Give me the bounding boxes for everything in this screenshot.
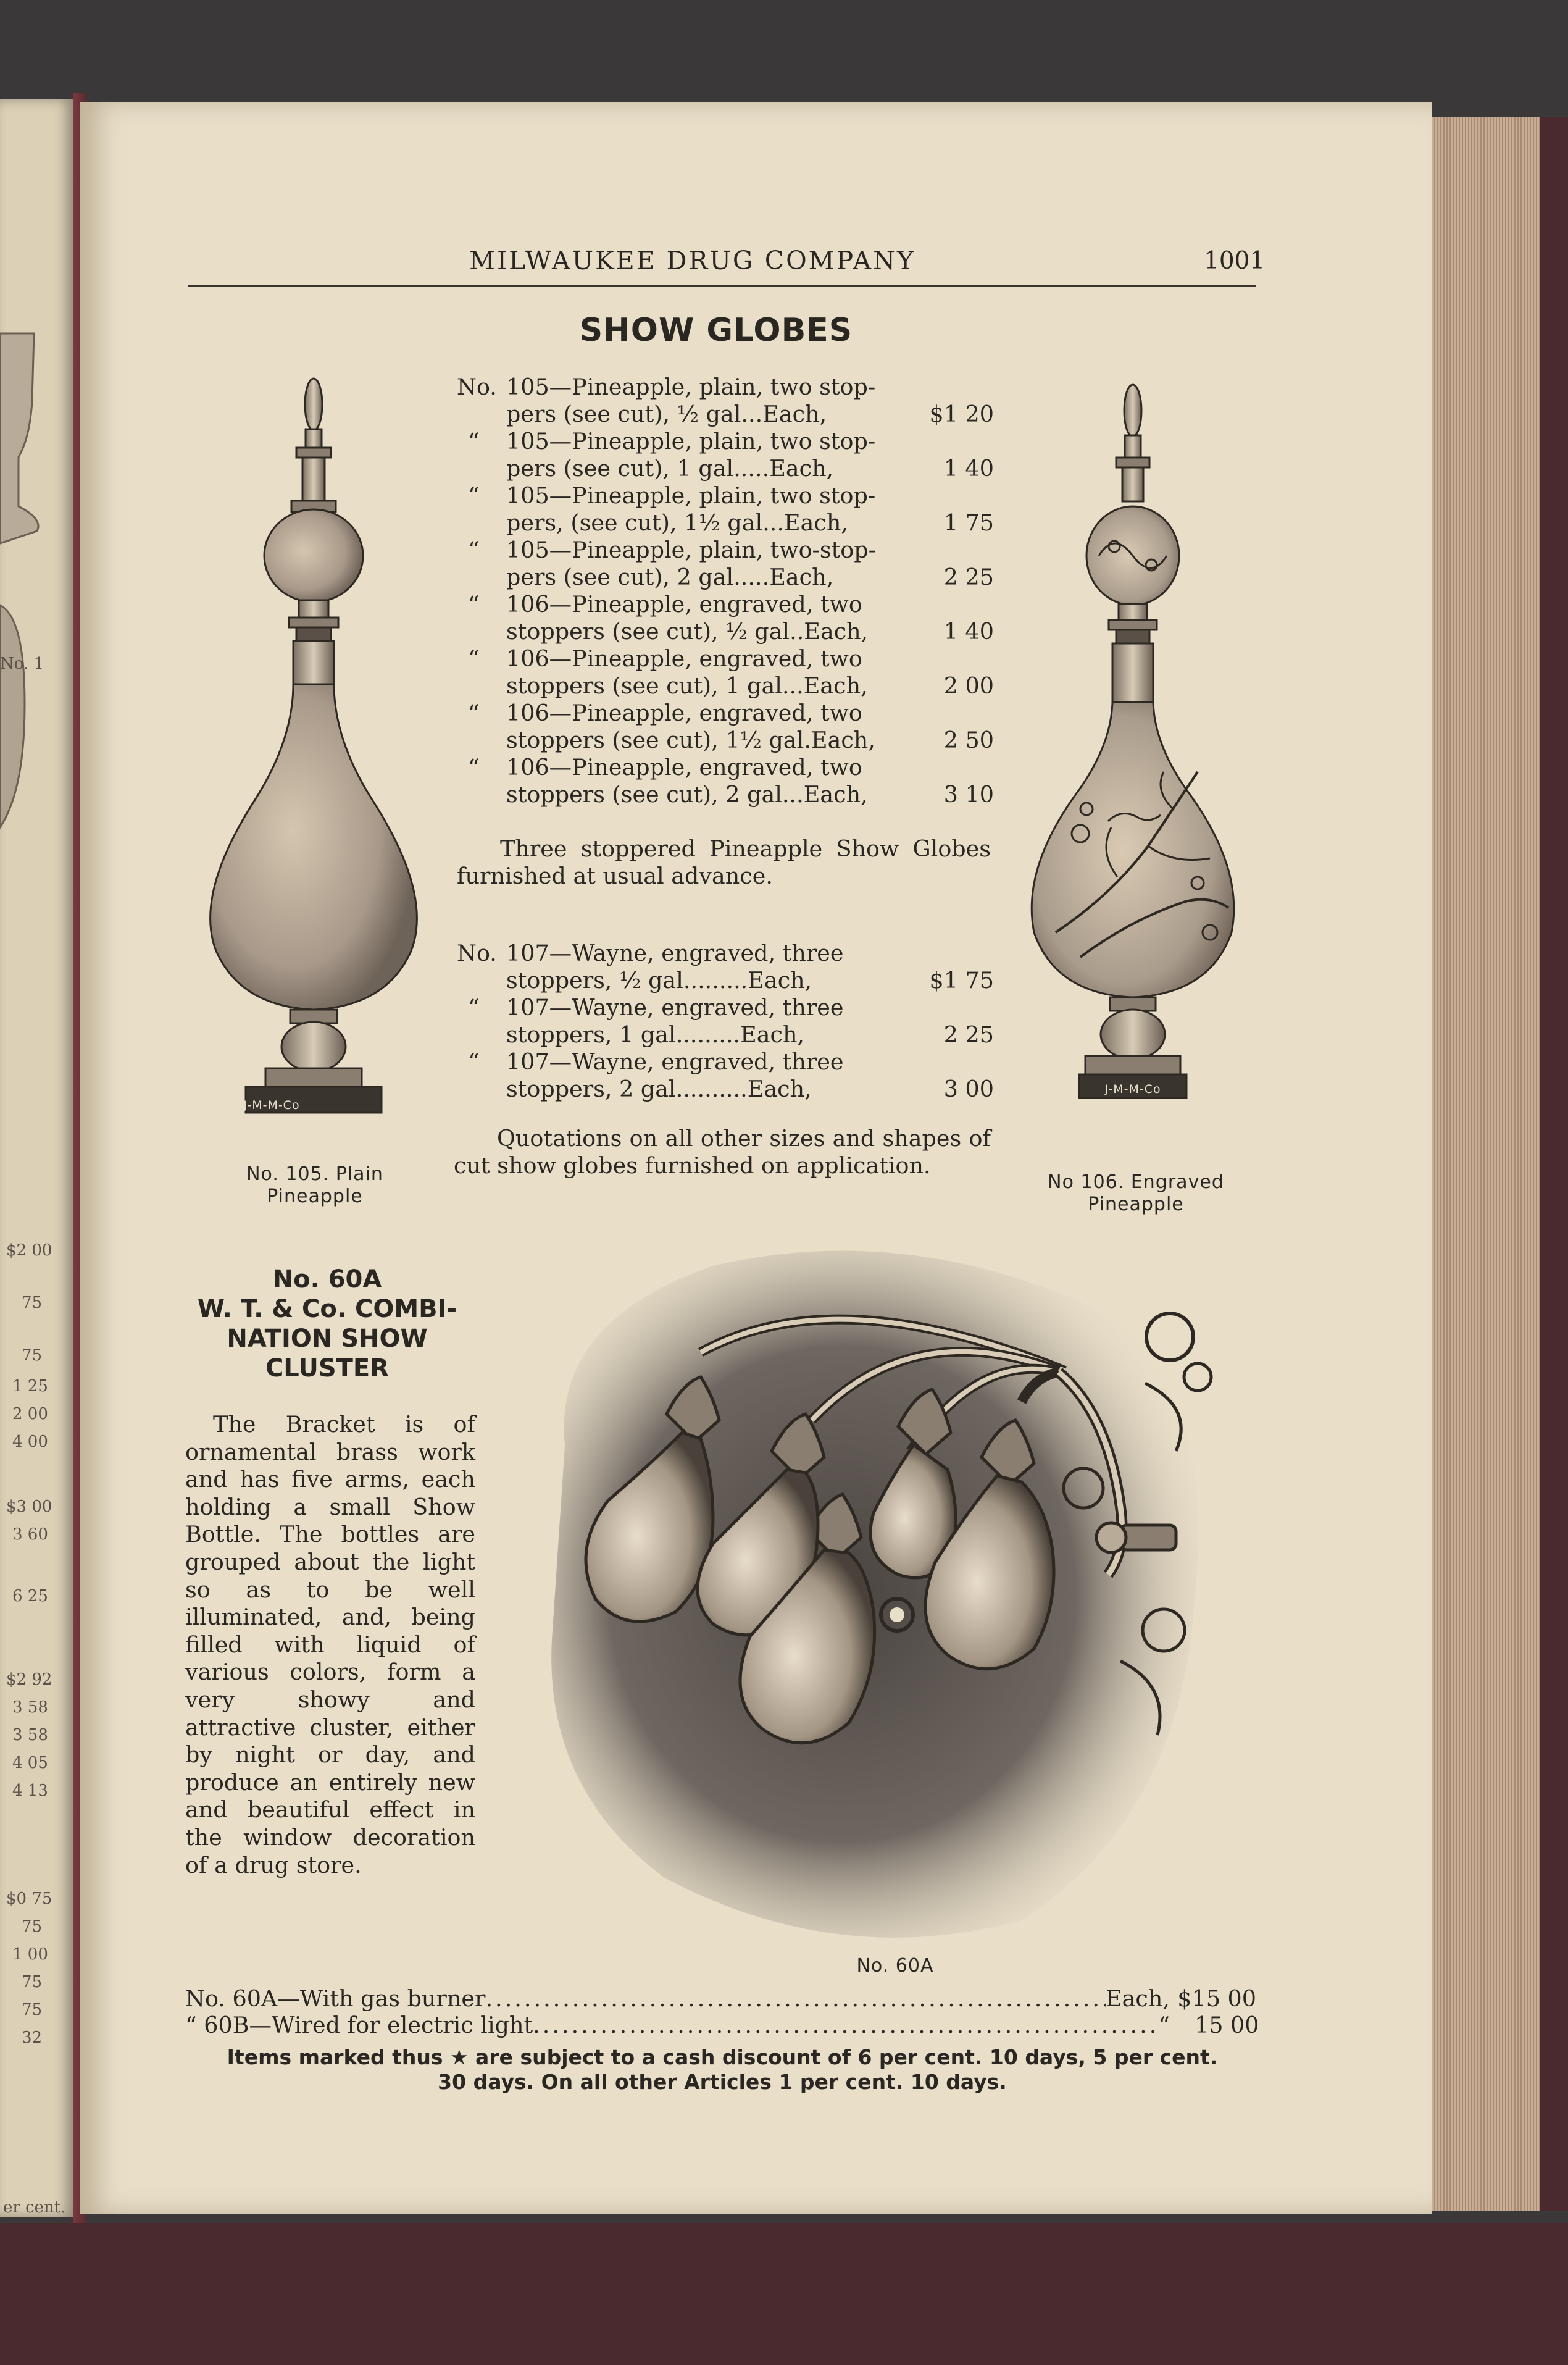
footnote-line: Items marked thus ★ are subject to a cash discount of 6 per cent. 10 days, 5 per cent. <box>227 2045 1218 2069</box>
row-price: 3 00 <box>943 1076 994 1102</box>
row-detail: pers (see cut), 2 gal.....Each, <box>506 564 834 590</box>
price-row <box>457 1049 994 1103</box>
prev-page-margin-text: 75 <box>22 1973 43 1991</box>
row-price: 1 40 <box>943 618 994 645</box>
prev-page-margin-text: 75 <box>22 1346 43 1365</box>
prev-page-margin-text: No. 1 <box>0 655 44 673</box>
price-row <box>457 591 994 645</box>
prev-page-margin-text: 1 25 <box>12 1377 48 1396</box>
prev-page-margin-text: $3 00 <box>6 1497 52 1516</box>
row-price: 2 00 <box>943 672 994 699</box>
leader-dots <box>485 1985 1106 2012</box>
price-list-107 <box>457 940 994 1103</box>
row-detail: pers, (see cut), 1½ gal...Each, <box>506 509 848 536</box>
row-price: $1 20 <box>929 401 994 427</box>
row-detail: stoppers (see cut), 2 gal...Each, <box>506 781 868 808</box>
row-description: 105—Pineapple, plain, two stop- <box>506 482 876 509</box>
row-prefix: “ <box>468 1049 480 1075</box>
row-prefix: “ <box>468 994 480 1021</box>
cluster-price-unit: Each, <box>1106 1985 1170 2012</box>
row-price: 2 25 <box>943 564 994 590</box>
price-row <box>457 645 994 700</box>
cluster-price-label: “ 60B—Wired for electric light <box>185 2012 533 2038</box>
prev-page-margin-text: er cent. <box>3 2198 66 2217</box>
price-row <box>457 700 994 754</box>
row-detail: pers (see cut), 1 gal.....Each, <box>506 455 834 482</box>
note-three-stoppered: Three stoppered Pineapple Show Globes furnished at usual advance. <box>457 835 991 889</box>
caption-plain-pineapple-line1: No. 105. Plain <box>246 1163 383 1185</box>
row-prefix: “ <box>468 645 480 672</box>
cluster-title-line: NATION SHOW <box>227 1325 428 1353</box>
cluster-title-line: W. T. & Co. COMBI- <box>197 1295 457 1323</box>
price-row <box>457 940 994 994</box>
row-description: 107—Wayne, engraved, three <box>506 1049 844 1075</box>
caption-engraved-pineapple-line2: Pineapple <box>1088 1194 1184 1215</box>
row-description: 107—Wayne, engraved, three <box>506 940 844 966</box>
caption-cluster: No. 60A <box>856 1955 934 1977</box>
note-quotations: Quotations on all other sizes and shapes of cut show globes furnished on application. <box>454 1125 991 1179</box>
row-description: 106—Pineapple, engraved, two <box>506 591 862 617</box>
prev-page-glass-illustration <box>0 309 73 864</box>
page-stack-edge <box>1432 117 1540 2211</box>
row-prefix: “ <box>468 537 480 563</box>
row-prefix: “ <box>468 754 480 781</box>
cluster-price-row <box>185 2012 1259 2038</box>
row-description: 106—Pineapple, engraved, two <box>506 645 862 672</box>
footnote-line: 30 days. On all other Articles 1 per cent. 10 days. <box>438 2070 1007 2094</box>
maker-stamp-left: J-M-M-Co <box>243 1099 300 1112</box>
row-prefix: No. <box>457 374 497 400</box>
row-price: 2 50 <box>943 727 994 753</box>
row-detail: stoppers, 1 gal.........Each, <box>506 1021 805 1048</box>
row-detail: pers (see cut), ½ gal...Each, <box>506 401 827 427</box>
book-cover-bottom <box>0 2223 1568 2365</box>
prev-page-margin-text: 75 <box>22 1917 43 1936</box>
row-price: 2 25 <box>943 1021 994 1048</box>
row-detail: stoppers (see cut), ½ gal..Each, <box>506 618 869 645</box>
row-detail: stoppers, ½ gal.........Each, <box>506 967 812 994</box>
cluster-title-line: CLUSTER <box>265 1354 390 1383</box>
row-description: 105—Pineapple, plain, two-stop- <box>506 537 876 563</box>
book-cover-edge <box>1540 117 1568 2211</box>
row-description: 106—Pineapple, engraved, two <box>506 700 862 726</box>
cluster-price-label: No. 60A—With gas burner <box>185 1985 486 2012</box>
prev-page-margin-text: 2 00 <box>12 1405 48 1423</box>
row-description: 105—Pineapple, plain, two stop- <box>506 374 876 400</box>
row-prefix: “ <box>468 700 480 726</box>
price-row <box>457 537 994 591</box>
cluster-title <box>185 1265 469 1383</box>
running-title: MILWAUKEE DRUG COMPANY <box>469 246 916 275</box>
row-prefix: “ <box>468 591 480 617</box>
prev-page-margin-text: 4 13 <box>12 1781 48 1800</box>
prev-page-margin-text: 4 00 <box>12 1433 48 1451</box>
price-row <box>457 482 994 537</box>
row-price: 1 40 <box>943 455 994 482</box>
page-number: 1001 <box>1204 247 1266 275</box>
row-detail: stoppers (see cut), 1 gal...Each, <box>506 672 868 699</box>
row-detail: stoppers (see cut), 1½ gal.Each, <box>506 727 875 753</box>
cluster-price-value: $15 00 <box>1177 1985 1256 2012</box>
section-title: SHOW GLOBES <box>579 312 853 349</box>
show-globe-cluster-illustration <box>528 1229 1253 1957</box>
cluster-title-line: No. 60A <box>272 1265 382 1294</box>
discount-footnote <box>179 2045 1266 2095</box>
row-prefix: “ <box>468 428 480 454</box>
price-row <box>457 374 994 428</box>
plain-pineapple-globe-illustration <box>185 370 432 1161</box>
cluster-price-value: 15 00 <box>1195 2012 1259 2038</box>
leader-dots <box>533 2012 1158 2038</box>
maker-stamp-right: J-M-M-Co <box>1104 1082 1161 1096</box>
cluster-price-row <box>185 1985 1256 2012</box>
prev-page-margin-text: 75 <box>22 1294 43 1312</box>
row-description: 107—Wayne, engraved, three <box>506 994 844 1021</box>
prev-page-margin-text: 3 60 <box>12 1525 48 1544</box>
prev-page-margin-text: $2 00 <box>6 1241 52 1260</box>
prev-page-margin-text: 1 00 <box>12 1945 48 1964</box>
row-price: 1 75 <box>943 509 994 536</box>
prev-page-margin-text: 32 <box>22 2028 43 2047</box>
price-row <box>457 754 994 808</box>
prev-page-margin-text: 3 58 <box>12 1726 48 1744</box>
cluster-description: The Bracket is of ornamental brass work and has five arms, each holding a small Show Bottle. The bottles are grouped about the light so as to be well illuminated, and, being filled with liquid of various colors, form a very showy and attractive cluster, either by night or day, and produce an entirely new and beautiful effect in the window decoration of a drug store. <box>185 1411 475 1878</box>
price-list-105-106 <box>457 374 994 808</box>
previous-page-edge <box>0 99 73 2217</box>
prev-page-margin-text: $0 75 <box>6 1890 52 1908</box>
row-description: 105—Pineapple, plain, two stop- <box>506 428 876 454</box>
caption-engraved-pineapple-line1: No 106. Engraved <box>1048 1171 1224 1193</box>
row-price: $1 75 <box>929 967 994 994</box>
caption-plain-pineapple-line2: Pineapple <box>267 1186 363 1207</box>
prev-page-margin-text: $2 92 <box>6 1670 52 1689</box>
prev-page-margin-text: 6 25 <box>12 1587 48 1605</box>
row-prefix: “ <box>468 482 480 509</box>
price-row <box>457 994 994 1049</box>
prev-page-margin-text: 75 <box>22 2001 43 2019</box>
row-price: 3 10 <box>943 781 994 808</box>
engraved-pineapple-globe-illustration <box>1006 377 1266 1167</box>
prev-page-margin-text: 3 58 <box>12 1698 48 1717</box>
row-detail: stoppers, 2 gal..........Each, <box>506 1076 812 1102</box>
price-row <box>457 428 994 482</box>
cluster-price-unit: “ <box>1158 2012 1170 2038</box>
row-description: 106—Pineapple, engraved, two <box>506 754 862 781</box>
prev-page-margin-text: 4 05 <box>12 1754 48 1772</box>
row-prefix: No. <box>457 940 497 966</box>
header-rule <box>188 285 1256 287</box>
